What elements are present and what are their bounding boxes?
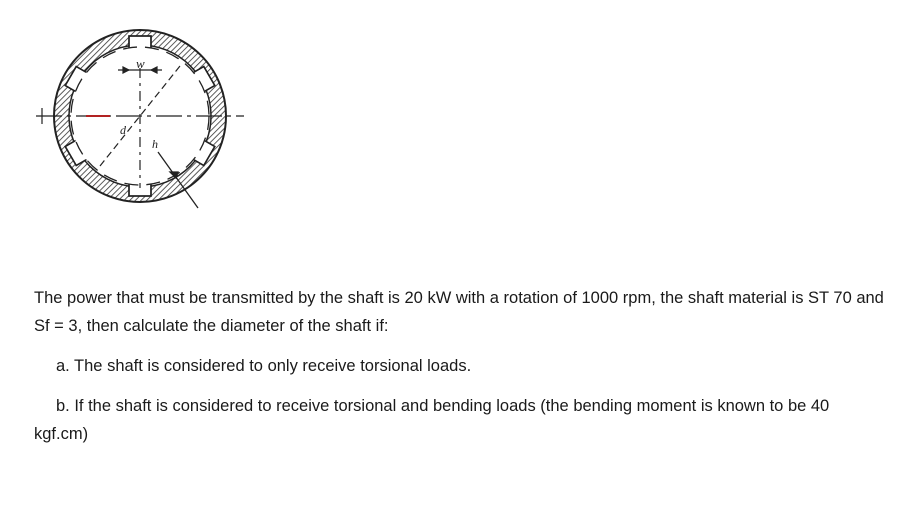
problem-intro: The power that must be transmitted by the shaft is 20 kW with a rotation of 1000 rpm, the shaft material is ST 70 and Sf = 3, then calculate the diameter of the shaft if:: [34, 289, 884, 335]
question-b: b. If the shaft is considered to receive torsional and bending loads (the bending moment is known to be 40 kgf.cm): [34, 397, 830, 443]
label-h: h: [152, 137, 158, 151]
question-a: a. The shaft is considered to only receive torsional loads.: [56, 357, 472, 375]
splined-shaft-drawing: [30, 28, 250, 218]
label-w: w: [136, 56, 145, 71]
splined-shaft-figure: [30, 28, 250, 218]
problem-statement: [34, 284, 884, 448]
label-d: d: [120, 123, 126, 137]
